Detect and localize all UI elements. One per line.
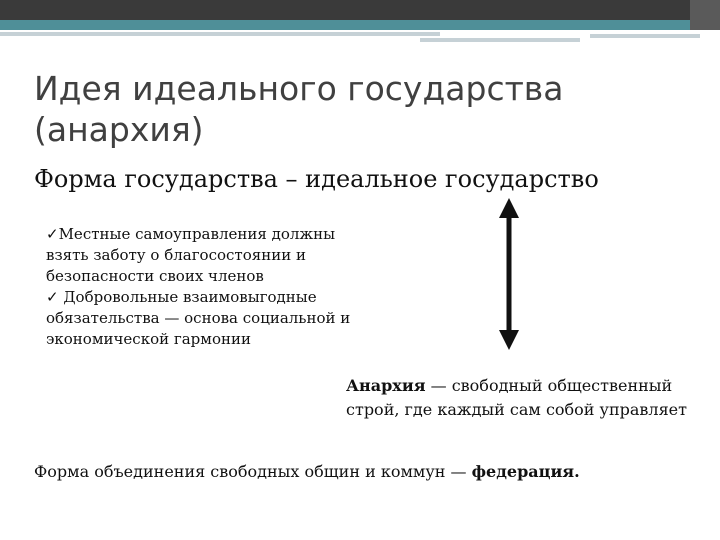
slide-subtitle: Форма государства – идеальное государство xyxy=(34,165,599,193)
title-line-2: (анархия) xyxy=(34,110,204,149)
stripe xyxy=(0,32,440,36)
bullet-item xyxy=(46,287,386,350)
bullet-text: Местные самоуправления должны xyxy=(58,225,336,243)
bullet-line: взять заботу о благосостоянии и xyxy=(46,246,306,264)
federation-text: Форма объединения свободных общин и коммун — xyxy=(34,462,472,481)
slide-title xyxy=(34,68,674,150)
stripe xyxy=(590,34,700,38)
federation-term: федерация. xyxy=(471,462,580,481)
anarchy-def-part2: строй, где каждый сам собой управляет xyxy=(346,400,687,419)
bullet-line: экономической гармонии xyxy=(46,330,251,348)
bullet-line xyxy=(46,224,386,245)
bullet-text: Добровольные взаимовыгодные xyxy=(58,288,317,306)
teal-band xyxy=(0,20,720,30)
anarchy-def-part1: — свободный общественный xyxy=(425,376,673,395)
top-decoration-bar xyxy=(0,0,720,22)
decorative-stripes xyxy=(0,30,720,50)
federation-statement xyxy=(34,460,694,484)
vertical-double-arrow-icon xyxy=(492,198,526,350)
bullet-line: безопасности своих членов xyxy=(46,267,264,285)
bullet-list xyxy=(46,224,386,350)
checkmark-icon: ✓ xyxy=(46,288,59,306)
bullet-line: обязательства — основа социальной и xyxy=(46,309,351,327)
anarchy-term: Анархия xyxy=(346,376,426,395)
anarchy-definition xyxy=(346,374,696,422)
checkmark-icon: ✓ xyxy=(46,225,59,243)
bullet-line xyxy=(46,287,386,308)
stripe xyxy=(420,38,580,42)
bullet-item xyxy=(46,224,386,287)
corner-block xyxy=(690,0,720,30)
title-line-1: Идея идеального государства xyxy=(34,69,564,108)
